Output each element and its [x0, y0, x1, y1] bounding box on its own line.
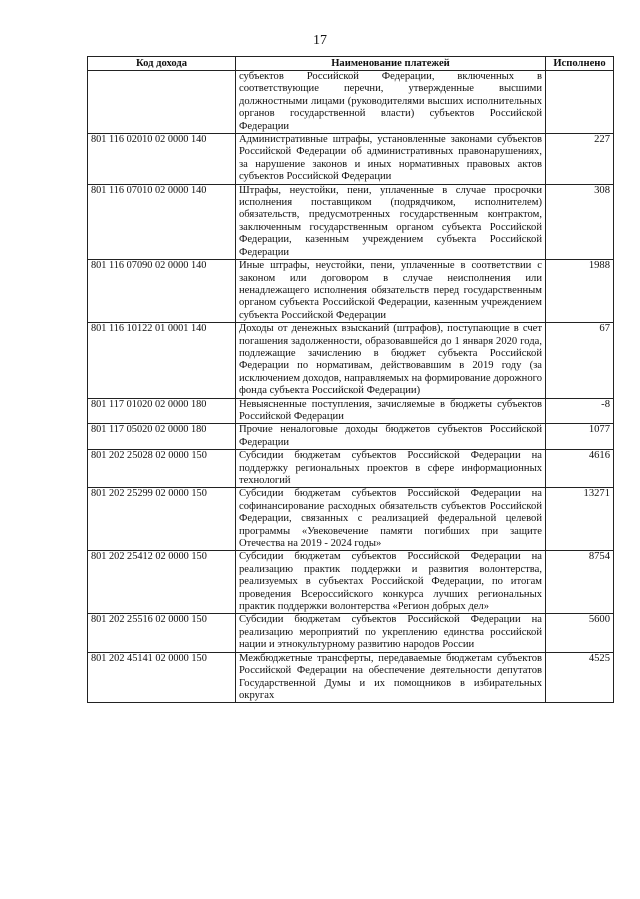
row-name: Доходы от денежных взысканий (штрафов), поступающие в счет погашения задолженности, образовавшейся до 1 января 2020 года, подлежащие зачислению в бюджет субъекта Российской Федерации по нормативам, действовавшим в 2019 году (за исключением доходов, направляемых на формирование дорожного фонда субъекта Российской Федерации) [236, 323, 546, 398]
row-name: Штрафы, неустойки, пени, уплаченные в случае просрочки исполнения поставщиком (подрядчиком, исполнителем) обязательств, предусмотренных государственным контрактом, заключенным государственным органом субъекта Российской Федерации, казенным учреждением субъекта Российской Федерации [236, 184, 546, 259]
row-name: Субсидии бюджетам субъектов Российской Федерации на реализацию практик поддержки и развития волонтерства, реализуемых в субъектах Российской Федерации, по итогам проведения Всероссийского конкурса лучших региональных практик поддержки волонтерства «Регион добрых дел» [236, 551, 546, 614]
row-code: 801 116 07090 02 0000 140 [88, 260, 236, 323]
table-row [88, 551, 614, 614]
row-code: 801 116 02010 02 0000 140 [88, 134, 236, 185]
row-name: Субсидии бюджетам субъектов Российской Федерации на софинансирование расходных обязательств субъектов Российской Федерации, связанных с реализацией федеральной целевой программы «Увековечение памяти погибших при защите Отечества на 2019 - 2024 годы» [236, 488, 546, 551]
row-code: 801 116 10122 01 0001 140 [88, 323, 236, 398]
row-code: 801 202 25028 02 0000 150 [88, 450, 236, 488]
table-row [88, 184, 614, 259]
row-code: 801 117 01020 02 0000 180 [88, 398, 236, 424]
row-code [88, 71, 236, 134]
table-row [88, 614, 614, 652]
row-name: Субсидии бюджетам субъектов Российской Федерации на поддержку региональных проектов в сфере информационных технологий [236, 450, 546, 488]
table-row [88, 71, 614, 134]
table-row [88, 134, 614, 185]
row-code: 801 116 07010 02 0000 140 [88, 184, 236, 259]
row-value: 4616 [546, 450, 614, 488]
row-value: 1077 [546, 424, 614, 450]
row-code: 801 202 45141 02 0000 150 [88, 652, 236, 703]
header-code: Код дохода [88, 57, 236, 71]
row-code: 801 117 05020 02 0000 180 [88, 424, 236, 450]
table-row [88, 323, 614, 398]
row-value: 13271 [546, 488, 614, 551]
table-row [88, 652, 614, 703]
row-value: 4525 [546, 652, 614, 703]
row-name: Субсидии бюджетам субъектов Российской Федерации на реализацию мероприятий по укреплению единства российской нации и этнокультурному развитию народов России [236, 614, 546, 652]
row-value: -8 [546, 398, 614, 424]
row-value: 1988 [546, 260, 614, 323]
row-name: Иные штрафы, неустойки, пени, уплаченные в соответствии с законом или договором в случае неисполнения или ненадлежащего исполнения обязательств перед государственным органом субъекта Российской Федерации, казенным учреждением субъекта Российской Федерации [236, 260, 546, 323]
page-number: 17 [313, 33, 327, 48]
row-value: 227 [546, 134, 614, 185]
row-name: субъектов Российской Федерации, включенных в соответствующие перечни, утвержденные высшими должностными лицами (руководителями высших исполнительных органов государственной власти) субъектов Российской Федерации [236, 71, 546, 134]
row-name: Прочие неналоговые доходы бюджетов субъектов Российской Федерации [236, 424, 546, 450]
table-header-row [88, 57, 614, 71]
header-name: Наименование платежей [236, 57, 546, 71]
row-value: 67 [546, 323, 614, 398]
header-value: Исполнено [546, 57, 614, 71]
row-value: 308 [546, 184, 614, 259]
table-row [88, 450, 614, 488]
row-code: 801 202 25412 02 0000 150 [88, 551, 236, 614]
revenue-table [87, 56, 614, 703]
row-name: Межбюджетные трансферты, передаваемые бюджетам субъектов Российской Федерации на обеспечение деятельности депутатов Государственной Думы и их помощников в избирательных округах [236, 652, 546, 703]
row-value [546, 71, 614, 134]
row-code: 801 202 25299 02 0000 150 [88, 488, 236, 551]
row-value: 8754 [546, 551, 614, 614]
row-name: Невыясненные поступления, зачисляемые в бюджеты субъектов Российской Федерации [236, 398, 546, 424]
table-row [88, 424, 614, 450]
row-code: 801 202 25516 02 0000 150 [88, 614, 236, 652]
table-row [88, 488, 614, 551]
table-row [88, 260, 614, 323]
table-row [88, 398, 614, 424]
row-value: 5600 [546, 614, 614, 652]
row-name: Административные штрафы, установленные законами субъектов Российской Федерации об административных правонарушениях, за нарушение законов и иных нормативных правовых актов субъектов Российской Федерации [236, 134, 546, 185]
